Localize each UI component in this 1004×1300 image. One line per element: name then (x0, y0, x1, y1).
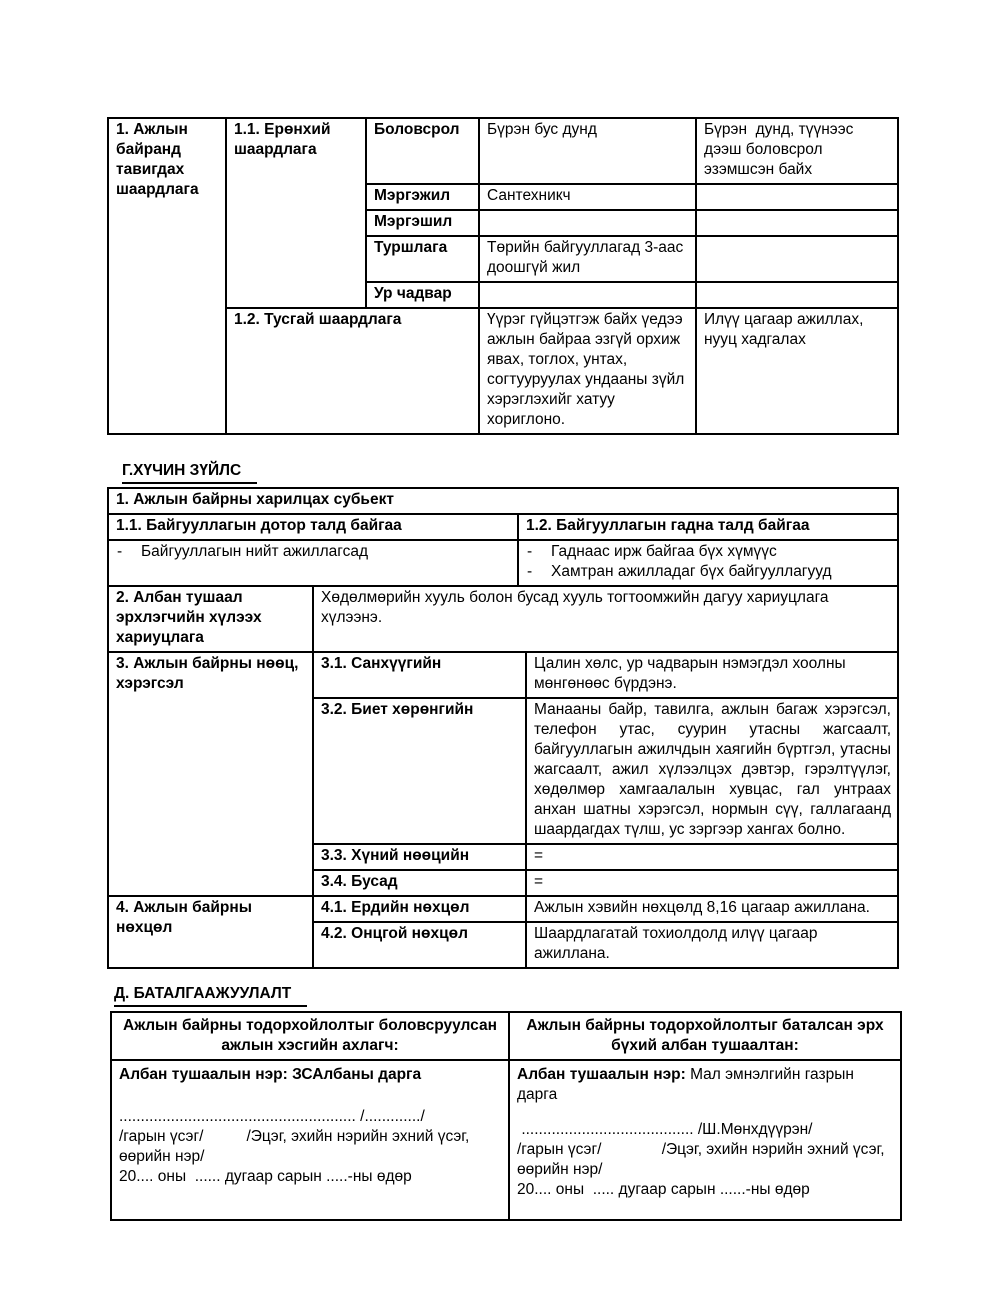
dash-bullet: - (527, 563, 533, 580)
material-value: Манааны байр, тавилга, ажлын багаж хэрэгсэл, телефон утас, суурин утасны жагсаалт, байгууллагын ажилчдын хаягийн бүртгэл, утасны жагсаалт, ажил хүлээлцэх дэвтэр, гэрэлтүүлэг, хөдөлмөр хамгаалалын хувцас, гал унтраах анхан шатны хэрэгсэл, нормын сүү, галлагаанд шаардагдах түлш, ус зэргээр хангах болно. (526, 698, 898, 844)
factors-table (107, 487, 899, 969)
profession-label: Мэргэжил (366, 184, 479, 210)
special-conditions-label: 4.2. Онцгой нөхцөл (313, 922, 526, 968)
approver-date-line: 20.... оны ..... дугаар сарын ......-ны өдөр (517, 1181, 810, 1198)
requirements-table (107, 117, 899, 435)
spacer (517, 1105, 893, 1120)
dash-bullet: - (117, 543, 123, 560)
general-requirements-label: 1.1. Ерөнхий шаардлага (226, 118, 366, 308)
education-value: Бүрэн бус дунд (479, 118, 696, 184)
approver-signature-cell (509, 1060, 901, 1220)
approval-table (110, 1011, 902, 1221)
list-item (527, 562, 891, 582)
table-row (108, 586, 898, 652)
experience-note (696, 236, 898, 282)
developer-header: Ажлын байрны тодорхойлолтыг боловсруулсан ажлын хэсгийн ахлагч: (111, 1012, 509, 1060)
outside-items-cell (518, 540, 898, 586)
section-d-heading: Д. БАТАЛГААЖУУЛАЛТ (114, 984, 307, 1007)
list-item-text: Байгууллагын нийт ажиллагсад (141, 543, 368, 560)
outside-header: 1.2. Байгууллагын гадна талд байгаа (518, 514, 898, 540)
duty-value: Хөдөлмөрийн хууль болон бусад хууль тогтоомжийн дагуу хариуцлага хүлээнэ. (313, 586, 898, 652)
approver-position-value: Мал эмнэлгийн газрын дарга (517, 1066, 859, 1103)
conditions-label: 4. Ажлын байрны нөхцөл (108, 896, 313, 968)
list-item (117, 542, 511, 562)
spacer (119, 1085, 501, 1107)
developer-signature-caption: /гарын үсэг/ /Эцэг, эхийн нэрийн эхний үсэг, өөрийн нэр/ (119, 1128, 474, 1165)
list-item-text: Гаднаас ирж байгаа бүх хүмүүс (551, 543, 777, 560)
developer-date-line: 20.... оны ...... дугаар сарын .....-ны өдөр (119, 1168, 412, 1185)
profession-value: Сантехникч (479, 184, 696, 210)
profession-note (696, 184, 898, 210)
duty-label: 2. Албан тушаал эрхлэгчийн хүлээх хариуцлага (108, 586, 313, 652)
financial-value: Цалин хөлс, ур чадварын нэмэгдэл хоолны мөнгөнөөс бүрдэнэ. (526, 652, 898, 698)
financial-label: 3.1. Санхүүгийн (313, 652, 526, 698)
table-row (108, 652, 898, 698)
document-content (107, 117, 899, 1221)
resources-label: 3. Ажлын байрны нөөц, хэрэгсэл (108, 652, 313, 896)
experience-value: Төрийн байгууллагад 3-аас доошгүй жил (479, 236, 696, 282)
approver-position-label: Албан тушаалын нэр: (517, 1066, 686, 1083)
approver-header: Ажлын байрны тодорхойлолтыг баталсан эрх бүхий албан тушаалтан: (509, 1012, 901, 1060)
skills-note (696, 282, 898, 308)
other-resources-label: 3.4. Бусад (313, 870, 526, 896)
approver-signature-caption: /гарын үсэг/ /Эцэг, эхийн нэрийн эхний үсэг, өөрийн нэр/ (517, 1141, 889, 1178)
special-conditions-value: Шаардлагатай тохиолдолд илүү цагаар ажиллана. (526, 922, 898, 968)
skills-label: Ур чадвар (366, 282, 479, 308)
inside-header: 1.1. Байгууллагын дотор талд байгаа (108, 514, 518, 540)
table-row (108, 308, 898, 434)
material-label: 3.2. Биет хөрөнгийн (313, 698, 526, 844)
skills-value (479, 282, 696, 308)
special-requirements-label: 1.2. Тусгай шаардлага (226, 308, 479, 434)
table-row (108, 514, 898, 540)
developer-signature-line: ....................................................... /............./ (119, 1108, 425, 1125)
human-resources-value: = (526, 844, 898, 870)
education-note: Бүрэн дунд, түүнээс дээш боловсрол эзэмшсэн байх (696, 118, 898, 184)
experience-label: Туршлага (366, 236, 479, 282)
table-row (108, 896, 898, 922)
dash-bullet: - (527, 543, 533, 560)
normal-conditions-value: Ажлын хэвийн нөхцөлд 8,16 цагаар ажиллана. (526, 896, 898, 922)
approver-signature-line: ........................................ /Ш.Мөнхдүүрэн/ (517, 1121, 813, 1138)
human-resources-label: 3.3. Хүний нөөцийн (313, 844, 526, 870)
section-g-heading-wrap (122, 461, 899, 484)
inside-items-cell (108, 540, 518, 586)
other-resources-value: = (526, 870, 898, 896)
approver-position-title (517, 1065, 893, 1105)
special-requirements-note: Илүү цагаар ажиллах, нууц хадгалах (696, 308, 898, 434)
specialization-label: Мэргэшил (366, 210, 479, 236)
table-row (111, 1060, 901, 1220)
table-row (111, 1012, 901, 1060)
section-g-heading: Г.ХҮЧИН ЗҮЙЛС (122, 461, 257, 484)
developer-position-title: Албан тушаалын нэр: ЗСАлбаны дарга (119, 1066, 422, 1083)
list-item-text: Хамтран ажилладаг бүх байгууллагууд (551, 563, 832, 580)
table-row (108, 118, 898, 184)
section-d-heading-wrap (114, 984, 899, 1007)
table-row (108, 540, 898, 586)
normal-conditions-label: 4.1. Ердийн нөхцөл (313, 896, 526, 922)
list-item (527, 542, 891, 562)
subject-header: 1. Ажлын байрны харилцах субьект (108, 488, 898, 514)
specialization-note (696, 210, 898, 236)
education-label: Боловсрол (366, 118, 479, 184)
requirements-row-header: 1. Ажлын байранд тавигдах шаардлага (108, 118, 226, 434)
specialization-value (479, 210, 696, 236)
developer-signature-cell (111, 1060, 509, 1220)
table-row (108, 488, 898, 514)
special-requirements-value: Үүрэг гүйцэтгэж байх үедээ ажлын байраа эзгүй орхиж явах, тоглох, унтах, согтууруулах ундааны зүйл хэрэглэхийг хатуу хориглоно. (479, 308, 696, 434)
